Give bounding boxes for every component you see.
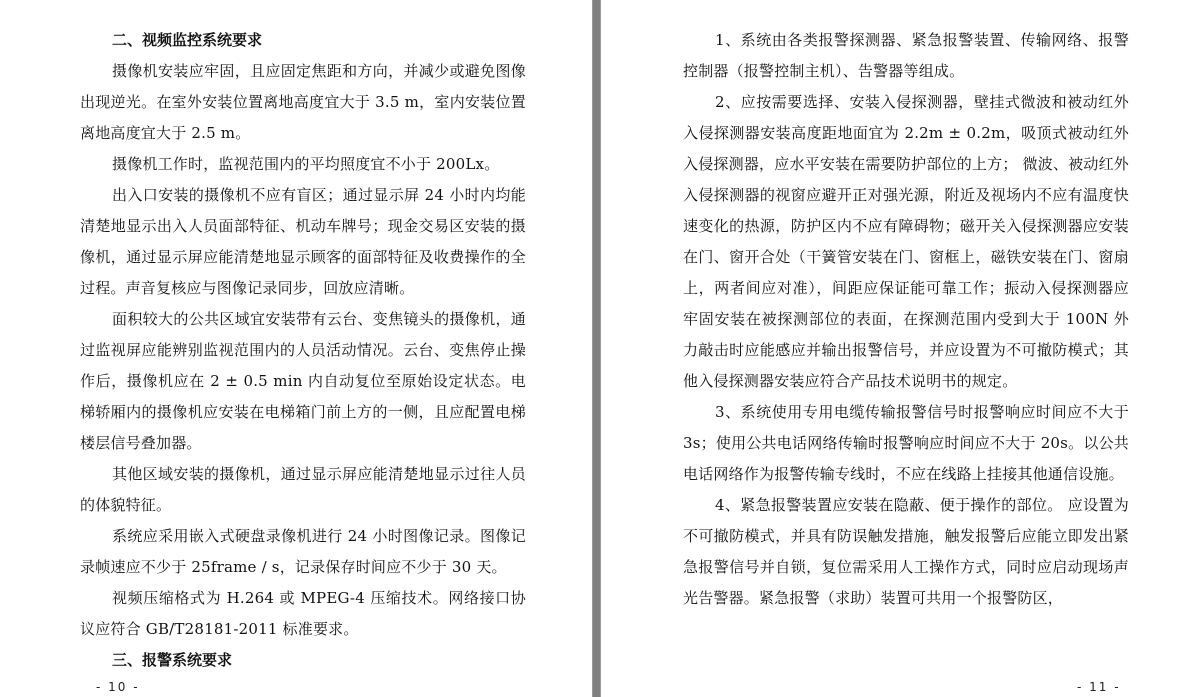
paragraph: 摄像机工作时，监视范围内的平均照度宜不小于 200Lx。	[112, 155, 500, 173]
paragraph: 视频压缩格式为 H.264 或 MPEG-4 压缩技术。网络接口协议应符合 GB/T28181-2011 标准要求。	[80, 589, 526, 638]
document-page-left	[0, 0, 593, 697]
section-heading-alarm-system: 三、报警系统要求	[112, 651, 233, 669]
page-content	[683, 25, 1129, 614]
page-number: - 11 -	[1077, 680, 1121, 694]
paragraph: 2、应按需要选择、安装入侵探测器，壁挂式微波和被动红外入侵探测器安装高度距地面宜为 2.2m ± 0.2m，吸顶式被动红外入侵探测器，应水平安装在需要防护部位的上方； 微波、被动红外入侵探测器的视窗应避开正对强光源，附近及视场内不应有温度快速变化的热源，防护区内不应有障碍物；磁开关入侵探测器应安装在门、窗开合处（干簧管安装在门、窗框上，磁铁安装在门、窗扇上，两者间应对准），间距应保证能可靠工作；振动入侵探测器应牢固安装在被探测部位的表面，在探测范围内受到大于 100N 外力敲击时应能感应并输出报警信号，并应设置为不可撤防模式；其他入侵探测器安装应符合产品技术说明书的规定。	[683, 93, 1129, 390]
paragraph: 1、系统由各类报警探测器、紧急报警装置、传输网络、报警控制器（报警控制主机）、告警器等组成。	[683, 31, 1129, 80]
page-content	[80, 25, 526, 676]
paragraph: 其他区域安装的摄像机，通过显示屏应能清楚地显示过往人员的体貌特征。	[80, 465, 526, 514]
page-number: - 10 -	[96, 680, 140, 694]
paragraph: 摄像机安装应牢固，且应固定焦距和方向，并减少或避免图像出现逆光。在室外安装位置离地高度宜大于 3.5 m，室内安装位置离地高度宜大于 2.5 m。	[80, 62, 526, 142]
document-page-right	[600, 0, 1193, 697]
paragraph: 出入口安装的摄像机不应有盲区；通过显示屏 24 小时内均能清楚地显示出入人员面部特征、机动车牌号；现金交易区安装的摄像机，通过显示屏应能清楚地显示顾客的面部特征及收费操作的全过程。声音复核应与图像记录同步，回放应清晰。	[80, 186, 526, 297]
paragraph: 系统应采用嵌入式硬盘录像机进行 24 小时图像记录。图像记录帧速应不少于 25frame / s，记录保存时间应不少于 30 天。	[80, 527, 526, 576]
paragraph: 3、系统使用专用电缆传输报警信号时报警响应时间应不大于 3s；使用公共电话网络传输时报警响应时间应不大于 20s。以公共电话网络作为报警传输专线时，不应在线路上挂接其他通信设施。	[683, 403, 1129, 483]
section-heading-video-monitoring: 二、视频监控系统要求	[112, 31, 263, 49]
paragraph: 4、紧急报警装置应安装在隐蔽、便于操作的部位。 应设置为不可撤防模式，并具有防误触发措施，触发报警后应能立即发出紧急报警信号并自锁，复位需采用人工操作方式，同时应启动现场声光告警器。紧急报警（求助）装置可共用一个报警防区，	[683, 496, 1129, 607]
paragraph: 面积较大的公共区域宜安装带有云台、变焦镜头的摄像机，通过监视屏应能辨别监视范围内的人员活动情况。云台、变焦停止操作后，摄像机应在 2 ± 0.5 min 内自动复位至原始设定状态。电梯轿厢内的摄像机应安装在电梯箱门前上方的一侧，且应配置电梯楼层信号叠加器。	[80, 310, 526, 452]
